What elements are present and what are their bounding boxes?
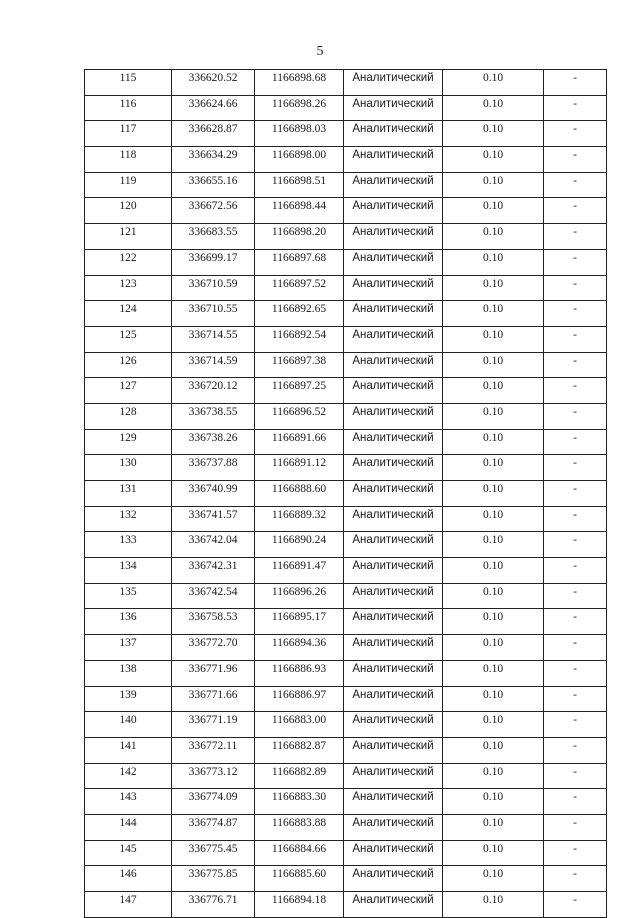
y-coordinate-cell: 1166898.51: [255, 172, 344, 198]
point-number-cell: 136: [85, 609, 172, 635]
x-coordinate-cell: 336771.66: [172, 686, 255, 712]
note-cell: -: [544, 172, 607, 198]
accuracy-cell: 0.10: [443, 378, 544, 404]
y-coordinate-cell: 1166891.66: [255, 429, 344, 455]
point-number-cell: 127: [85, 378, 172, 404]
point-number-cell: 129: [85, 429, 172, 455]
point-number-cell: 124: [85, 301, 172, 327]
accuracy-cell: 0.10: [443, 455, 544, 481]
y-coordinate-cell: 1166888.60: [255, 481, 344, 507]
y-coordinate-cell: 1166894.18: [255, 892, 344, 918]
note-cell: -: [544, 558, 607, 584]
table-row: [85, 763, 607, 789]
note-cell: -: [544, 326, 607, 352]
coordinates-table-body: [85, 70, 607, 918]
note-cell: -: [544, 737, 607, 763]
x-coordinate-cell: 336714.59: [172, 352, 255, 378]
x-coordinate-cell: 336773.12: [172, 763, 255, 789]
note-cell: -: [544, 866, 607, 892]
method-cell: Аналитический: [344, 121, 443, 147]
note-cell: -: [544, 301, 607, 327]
table-row: [85, 789, 607, 815]
accuracy-cell: 0.10: [443, 635, 544, 661]
x-coordinate-cell: 336741.57: [172, 506, 255, 532]
method-cell: Аналитический: [344, 609, 443, 635]
x-coordinate-cell: 336774.87: [172, 814, 255, 840]
note-cell: -: [544, 609, 607, 635]
point-number-cell: 144: [85, 814, 172, 840]
method-cell: Аналитический: [344, 558, 443, 584]
y-coordinate-cell: 1166897.25: [255, 378, 344, 404]
point-number-cell: 141: [85, 737, 172, 763]
x-coordinate-cell: 336742.54: [172, 583, 255, 609]
method-cell: Аналитический: [344, 224, 443, 250]
method-cell: Аналитический: [344, 583, 443, 609]
point-number-cell: 137: [85, 635, 172, 661]
table-row: [85, 814, 607, 840]
y-coordinate-cell: 1166890.24: [255, 532, 344, 558]
method-cell: Аналитический: [344, 737, 443, 763]
note-cell: -: [544, 532, 607, 558]
x-coordinate-cell: 336737.88: [172, 455, 255, 481]
note-cell: -: [544, 583, 607, 609]
x-coordinate-cell: 336628.87: [172, 121, 255, 147]
note-cell: -: [544, 840, 607, 866]
note-cell: -: [544, 198, 607, 224]
y-coordinate-cell: 1166884.66: [255, 840, 344, 866]
y-coordinate-cell: 1166892.65: [255, 301, 344, 327]
note-cell: -: [544, 403, 607, 429]
accuracy-cell: 0.10: [443, 892, 544, 918]
table-row: [85, 660, 607, 686]
method-cell: Аналитический: [344, 763, 443, 789]
point-number-cell: 147: [85, 892, 172, 918]
accuracy-cell: 0.10: [443, 249, 544, 275]
accuracy-cell: 0.10: [443, 326, 544, 352]
method-cell: Аналитический: [344, 147, 443, 173]
note-cell: -: [544, 686, 607, 712]
note-cell: -: [544, 95, 607, 121]
y-coordinate-cell: 1166885.60: [255, 866, 344, 892]
x-coordinate-cell: 336624.66: [172, 95, 255, 121]
note-cell: -: [544, 275, 607, 301]
x-coordinate-cell: 336771.19: [172, 712, 255, 738]
table-row: [85, 712, 607, 738]
method-cell: Аналитический: [344, 172, 443, 198]
table-row: [85, 326, 607, 352]
y-coordinate-cell: 1166898.44: [255, 198, 344, 224]
method-cell: Аналитический: [344, 686, 443, 712]
y-coordinate-cell: 1166891.12: [255, 455, 344, 481]
y-coordinate-cell: 1166895.17: [255, 609, 344, 635]
table-row: [85, 866, 607, 892]
method-cell: Аналитический: [344, 301, 443, 327]
point-number-cell: 119: [85, 172, 172, 198]
y-coordinate-cell: 1166883.30: [255, 789, 344, 815]
y-coordinate-cell: 1166898.20: [255, 224, 344, 250]
y-coordinate-cell: 1166898.00: [255, 147, 344, 173]
x-coordinate-cell: 336772.11: [172, 737, 255, 763]
accuracy-cell: 0.10: [443, 172, 544, 198]
y-coordinate-cell: 1166894.36: [255, 635, 344, 661]
note-cell: -: [544, 455, 607, 481]
point-number-cell: 131: [85, 481, 172, 507]
point-number-cell: 117: [85, 121, 172, 147]
method-cell: Аналитический: [344, 712, 443, 738]
note-cell: -: [544, 429, 607, 455]
accuracy-cell: 0.10: [443, 95, 544, 121]
method-cell: Аналитический: [344, 481, 443, 507]
x-coordinate-cell: 336771.96: [172, 660, 255, 686]
note-cell: -: [544, 763, 607, 789]
note-cell: -: [544, 121, 607, 147]
point-number-cell: 140: [85, 712, 172, 738]
accuracy-cell: 0.10: [443, 275, 544, 301]
point-number-cell: 126: [85, 352, 172, 378]
accuracy-cell: 0.10: [443, 532, 544, 558]
point-number-cell: 146: [85, 866, 172, 892]
table-row: [85, 583, 607, 609]
table-row: [85, 840, 607, 866]
method-cell: Аналитический: [344, 635, 443, 661]
note-cell: -: [544, 224, 607, 250]
x-coordinate-cell: 336714.55: [172, 326, 255, 352]
point-number-cell: 123: [85, 275, 172, 301]
x-coordinate-cell: 336772.70: [172, 635, 255, 661]
x-coordinate-cell: 336776.71: [172, 892, 255, 918]
table-row: [85, 95, 607, 121]
accuracy-cell: 0.10: [443, 789, 544, 815]
note-cell: -: [544, 892, 607, 918]
table-row: [85, 70, 607, 96]
accuracy-cell: 0.10: [443, 198, 544, 224]
accuracy-cell: 0.10: [443, 712, 544, 738]
x-coordinate-cell: 336710.59: [172, 275, 255, 301]
point-number-cell: 135: [85, 583, 172, 609]
x-coordinate-cell: 336710.55: [172, 301, 255, 327]
point-number-cell: 134: [85, 558, 172, 584]
point-number-cell: 139: [85, 686, 172, 712]
table-row: [85, 198, 607, 224]
point-number-cell: 121: [85, 224, 172, 250]
accuracy-cell: 0.10: [443, 840, 544, 866]
accuracy-cell: 0.10: [443, 70, 544, 96]
y-coordinate-cell: 1166886.97: [255, 686, 344, 712]
x-coordinate-cell: 336720.12: [172, 378, 255, 404]
accuracy-cell: 0.10: [443, 429, 544, 455]
table-row: [85, 378, 607, 404]
page-number: 5: [316, 44, 324, 59]
table-row: [85, 352, 607, 378]
y-coordinate-cell: 1166889.32: [255, 506, 344, 532]
y-coordinate-cell: 1166898.68: [255, 70, 344, 96]
y-coordinate-cell: 1166896.26: [255, 583, 344, 609]
method-cell: Аналитический: [344, 455, 443, 481]
point-number-cell: 133: [85, 532, 172, 558]
x-coordinate-cell: 336620.52: [172, 70, 255, 96]
table-row: [85, 558, 607, 584]
table-row: [85, 172, 607, 198]
accuracy-cell: 0.10: [443, 121, 544, 147]
table-row: [85, 737, 607, 763]
y-coordinate-cell: 1166883.00: [255, 712, 344, 738]
note-cell: -: [544, 70, 607, 96]
accuracy-cell: 0.10: [443, 866, 544, 892]
note-cell: -: [544, 147, 607, 173]
point-number-cell: 116: [85, 95, 172, 121]
method-cell: Аналитический: [344, 275, 443, 301]
note-cell: -: [544, 249, 607, 275]
point-number-cell: 142: [85, 763, 172, 789]
method-cell: Аналитический: [344, 403, 443, 429]
method-cell: Аналитический: [344, 326, 443, 352]
method-cell: Аналитический: [344, 814, 443, 840]
point-number-cell: 125: [85, 326, 172, 352]
y-coordinate-cell: 1166891.47: [255, 558, 344, 584]
method-cell: Аналитический: [344, 892, 443, 918]
note-cell: -: [544, 814, 607, 840]
x-coordinate-cell: 336742.31: [172, 558, 255, 584]
table-row: [85, 224, 607, 250]
x-coordinate-cell: 336672.56: [172, 198, 255, 224]
method-cell: Аналитический: [344, 840, 443, 866]
point-number-cell: 128: [85, 403, 172, 429]
table-row: [85, 892, 607, 918]
accuracy-cell: 0.10: [443, 763, 544, 789]
method-cell: Аналитический: [344, 789, 443, 815]
x-coordinate-cell: 336738.26: [172, 429, 255, 455]
table-row: [85, 481, 607, 507]
point-number-cell: 145: [85, 840, 172, 866]
point-number-cell: 138: [85, 660, 172, 686]
y-coordinate-cell: 1166898.03: [255, 121, 344, 147]
point-number-cell: 118: [85, 147, 172, 173]
note-cell: -: [544, 506, 607, 532]
y-coordinate-cell: 1166897.68: [255, 249, 344, 275]
point-number-cell: 115: [85, 70, 172, 96]
accuracy-cell: 0.10: [443, 506, 544, 532]
y-coordinate-cell: 1166883.88: [255, 814, 344, 840]
y-coordinate-cell: 1166882.89: [255, 763, 344, 789]
accuracy-cell: 0.10: [443, 558, 544, 584]
method-cell: Аналитический: [344, 660, 443, 686]
method-cell: Аналитический: [344, 506, 443, 532]
y-coordinate-cell: 1166882.87: [255, 737, 344, 763]
table-row: [85, 429, 607, 455]
table-row: [85, 686, 607, 712]
table-row: [85, 506, 607, 532]
table-row: [85, 147, 607, 173]
note-cell: -: [544, 352, 607, 378]
y-coordinate-cell: 1166897.52: [255, 275, 344, 301]
method-cell: Аналитический: [344, 95, 443, 121]
note-cell: -: [544, 378, 607, 404]
method-cell: Аналитический: [344, 429, 443, 455]
x-coordinate-cell: 336634.29: [172, 147, 255, 173]
method-cell: Аналитический: [344, 378, 443, 404]
method-cell: Аналитический: [344, 249, 443, 275]
accuracy-cell: 0.10: [443, 609, 544, 635]
point-number-cell: 132: [85, 506, 172, 532]
note-cell: -: [544, 481, 607, 507]
accuracy-cell: 0.10: [443, 403, 544, 429]
method-cell: Аналитический: [344, 198, 443, 224]
accuracy-cell: 0.10: [443, 352, 544, 378]
table-row: [85, 403, 607, 429]
point-number-cell: 143: [85, 789, 172, 815]
accuracy-cell: 0.10: [443, 583, 544, 609]
note-cell: -: [544, 660, 607, 686]
note-cell: -: [544, 635, 607, 661]
x-coordinate-cell: 336699.17: [172, 249, 255, 275]
coordinates-table: [84, 69, 607, 918]
table-row: [85, 249, 607, 275]
accuracy-cell: 0.10: [443, 814, 544, 840]
method-cell: Аналитический: [344, 70, 443, 96]
accuracy-cell: 0.10: [443, 686, 544, 712]
method-cell: Аналитический: [344, 352, 443, 378]
note-cell: -: [544, 789, 607, 815]
y-coordinate-cell: 1166898.26: [255, 95, 344, 121]
point-number-cell: 120: [85, 198, 172, 224]
accuracy-cell: 0.10: [443, 301, 544, 327]
point-number-cell: 122: [85, 249, 172, 275]
table-row: [85, 609, 607, 635]
accuracy-cell: 0.10: [443, 737, 544, 763]
y-coordinate-cell: 1166896.52: [255, 403, 344, 429]
accuracy-cell: 0.10: [443, 481, 544, 507]
note-cell: -: [544, 712, 607, 738]
x-coordinate-cell: 336738.55: [172, 403, 255, 429]
y-coordinate-cell: 1166897.38: [255, 352, 344, 378]
x-coordinate-cell: 336775.85: [172, 866, 255, 892]
method-cell: Аналитический: [344, 532, 443, 558]
x-coordinate-cell: 336683.55: [172, 224, 255, 250]
x-coordinate-cell: 336758.53: [172, 609, 255, 635]
table-row: [85, 455, 607, 481]
x-coordinate-cell: 336655.16: [172, 172, 255, 198]
table-row: [85, 635, 607, 661]
accuracy-cell: 0.10: [443, 147, 544, 173]
x-coordinate-cell: 336775.45: [172, 840, 255, 866]
x-coordinate-cell: 336740.99: [172, 481, 255, 507]
table-row: [85, 532, 607, 558]
accuracy-cell: 0.10: [443, 224, 544, 250]
table-row: [85, 121, 607, 147]
point-number-cell: 130: [85, 455, 172, 481]
table-row: [85, 275, 607, 301]
accuracy-cell: 0.10: [443, 660, 544, 686]
y-coordinate-cell: 1166886.93: [255, 660, 344, 686]
method-cell: Аналитический: [344, 866, 443, 892]
x-coordinate-cell: 336742.04: [172, 532, 255, 558]
y-coordinate-cell: 1166892.54: [255, 326, 344, 352]
x-coordinate-cell: 336774.09: [172, 789, 255, 815]
table-row: [85, 301, 607, 327]
